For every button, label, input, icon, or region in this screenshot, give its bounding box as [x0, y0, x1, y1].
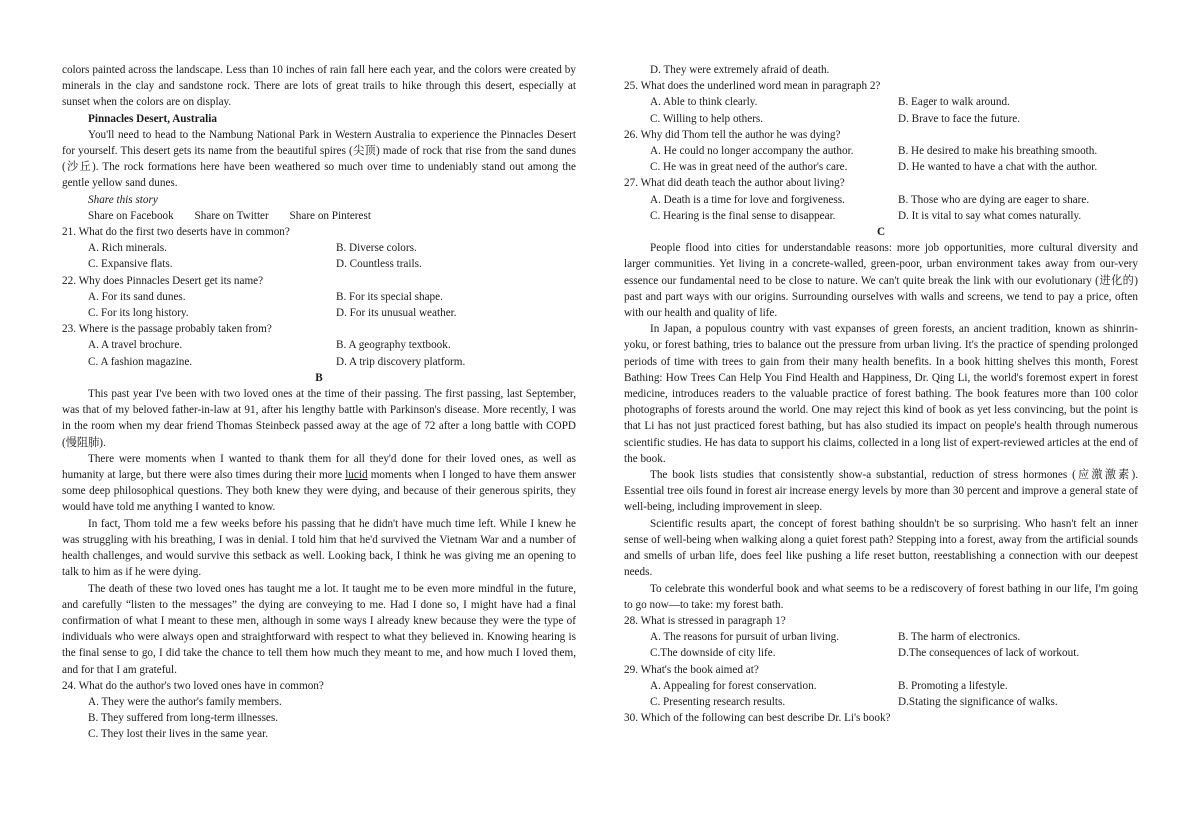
c-paragraph-4: Scientific results apart, the concept of forest bathing shouldn't be so surprising. Who hasn't felt an inner sense of well-being when walking along a quiet forest path? Stepping into a forest, away from the artificial sounds and smells of urban life, does feel like pushing a life reset button, reestablishing a connection with our deepest needs.	[624, 517, 1138, 579]
intro-continued-paragraph: colors painted across the landscape. Less than 10 inches of rain fall here each year, and the colors were created by minerals in the clay and sandstone rock. There are lots of great trails to hike through this desert, especially at sunset when the colors are on display.	[62, 64, 576, 109]
option-b[interactable]: B. He desired to make his breathing smooth.	[898, 145, 1098, 158]
section-c-heading: C	[876, 226, 886, 239]
b-paragraph-3: In fact, Thom told me a few weeks before his passing that he didn't have much time left. While I knew he was struggling with his breathing, I was in denial. I told him that he'd survived the Vietnam War and a number of health challenges, and would survive this setback as well. Looking back, I think he was giving me an opening to talk to him as if he were dying.	[62, 517, 576, 579]
option-d[interactable]: D.Stating the significance of walks.	[898, 695, 1058, 708]
b-paragraph-2	[62, 451, 576, 516]
option-c[interactable]: C. Hearing is the final sense to disappear.	[650, 209, 836, 222]
question-27-options	[650, 192, 1138, 224]
option-c[interactable]: C.The downside of city life.	[650, 647, 776, 660]
option-a[interactable]: A. Able to think clearly.	[650, 96, 758, 109]
question-25: 25. What does the underlined word mean in paragraph 2?	[624, 80, 881, 93]
option-d[interactable]: D. Countless trails.	[336, 258, 422, 271]
option-d[interactable]: D. It is vital to say what comes naturally.	[898, 209, 1082, 222]
left-column	[62, 62, 576, 743]
option-a[interactable]: A. Appealing for forest conservation.	[650, 679, 817, 692]
c-paragraph-2: In Japan, a populous country with vast expanses of green forests, an ancient tradition, known as shinrin-yoku, or forest bathing, tries to balance out the pressure from urban living. It's the practice of spending prolonged periods of time with trees to gain from their many health benefits. In a book hitting shelves this month, Forest Bathing: How Trees Can Help You Find Health and Happiness, Dr. Qing Li, the world's foremost expert in forest medicine, introduces readers to the valuable practice of forest bathing. The book features more than 100 color photographs of forests around the world. One may reject this kind of book as yet less convincing, but the point is that Li has not just practiced forest bathing, but has also studied its impact on people's health through numerous scientific studies. He has data to support his claims, collected in a long list of expert-reviewed articles at the end of the book.	[624, 323, 1138, 465]
underlined-word: lucid	[345, 469, 368, 482]
question-22: 22. Why does Pinnacles Desert get its name?	[62, 274, 264, 287]
option-a[interactable]: A. They were the author's family members.	[88, 695, 282, 708]
option-d[interactable]: D. He wanted to have a chat with the author.	[898, 161, 1098, 174]
share-pinterest-link[interactable]: Share on Pinterest	[289, 209, 371, 222]
question-28-options	[650, 629, 1138, 661]
question-23: 23. Where is the passage probably taken from?	[62, 323, 272, 336]
option-a[interactable]: A. Rich minerals.	[88, 242, 167, 255]
question-21: 21. What do the first two deserts have in common?	[62, 226, 290, 239]
pinnacles-paragraph: You'll need to head to the Nambung National Park in Western Australia to experience the Pinnacles Desert for yourself. This desert gets its name from the beautiful spires (尖顶) made of rock that rise from the sand dunes (沙丘). The rock formations here have been weathered so much over time to undeniably stand out among the gentle yellow sand dunes.	[62, 128, 576, 190]
c-paragraph-1: People flood into cities for understandable reasons: more job opportunities, more cultural diversity and larger communities. Yet living in a concrete-walled, green-poor, urban environment takes away from our-very essence our fundamental need to be close to nature. We can't quite break the link with our evolutionary (进化的) past and part ways with our origins. Surrounding ourselves with walls and screens, we tend to pay a price, often with our health and quality of life.	[624, 242, 1138, 320]
share-links	[88, 208, 576, 224]
option-d[interactable]: D.The consequences of lack of workout.	[898, 647, 1080, 660]
option-a[interactable]: A. Death is a time for love and forgiveness.	[650, 193, 845, 206]
option-c[interactable]: C. Presenting research results.	[650, 695, 786, 708]
question-29: 29. What's the book aimed at?	[624, 663, 759, 676]
question-25-options	[650, 94, 1138, 126]
option-b[interactable]: B. For its special shape.	[336, 290, 443, 303]
option-a[interactable]: A. A travel brochure.	[88, 339, 183, 352]
question-27: 27. What did death teach the author about living?	[624, 177, 845, 190]
option-b[interactable]: B. Diverse colors.	[336, 242, 417, 255]
share-facebook-link[interactable]: Share on Facebook	[88, 209, 174, 222]
pinnacles-heading: Pinnacles Desert, Australia	[88, 112, 217, 125]
question-26-options	[650, 143, 1138, 175]
share-title: Share this story	[88, 193, 158, 206]
option-c[interactable]: C. For its long history.	[88, 307, 189, 320]
question-21-options	[88, 240, 576, 272]
option-d[interactable]: D. A trip discovery platform.	[336, 355, 466, 368]
question-26: 26. Why did Thom tell the author he was dying?	[624, 128, 841, 141]
share-twitter-link[interactable]: Share on Twitter	[194, 209, 269, 222]
question-23-options	[88, 337, 576, 369]
b-paragraph-2-start: There were moments when I wanted to thank them for all they'd done for their loved ones, as well as humanity at large, but there were also times during their more	[62, 452, 576, 482]
option-a[interactable]: A. He could no longer accompany the author.	[650, 145, 854, 158]
option-a[interactable]: A. For its sand dunes.	[88, 290, 186, 303]
section-b-heading: B	[315, 371, 323, 384]
option-b[interactable]: B. A geography textbook.	[336, 339, 451, 352]
question-22-options	[88, 289, 576, 321]
option-b[interactable]: B. They suffered from long-term illnesses.	[88, 712, 279, 725]
right-column	[624, 62, 1138, 726]
option-c[interactable]: C. Expansive flats.	[88, 258, 173, 271]
b-paragraph-1: This past year I've been with two loved ones at the time of their passing. The first passing, last September, was that of my beloved father-in-law at 91, after his lengthy battle with Parkinson's disease. More recently, I was in the room when my dear friend Thomas Steinbeck passed away at the age of 72 after a long battle with COPD (慢阻肺).	[62, 388, 576, 449]
option-a[interactable]: A. The reasons for pursuit of urban living.	[650, 631, 840, 644]
option-c[interactable]: C. They lost their lives in the same year.	[88, 728, 268, 741]
option-c[interactable]: C. A fashion magazine.	[88, 355, 193, 368]
option-b[interactable]: B. Eager to walk around.	[898, 96, 1010, 109]
question-30: 30. Which of the following can best describe Dr. Li's book?	[624, 712, 891, 725]
option-b[interactable]: B. Those who are dying are eager to share.	[898, 193, 1090, 206]
option-c[interactable]: C. Willing to help others.	[650, 112, 764, 125]
option-d[interactable]: D. For its unusual weather.	[336, 307, 457, 320]
question-24: 24. What do the author's two loved ones have in common?	[62, 679, 324, 692]
option-c[interactable]: C. He was in great need of the author's care.	[650, 161, 848, 174]
option-d[interactable]: D. They were extremely afraid of death.	[650, 64, 830, 76]
c-paragraph-5: To celebrate this wonderful book and what seems to be a rediscovery of forest bathing in our life, I'm going to go now—to take: my forest bath.	[624, 582, 1138, 611]
b-paragraph-2-end: moments when I longed to have them answer some deep philosophical questions. They both knew they were dying, and because of their generous spirits, they would have told me anything I wanted to know.	[62, 469, 576, 514]
question-29-options	[650, 678, 1138, 710]
c-paragraph-3: The book lists studies that consistently show-a substantial, reduction of stress hormones (应激激素). Essential tree oils found in forest air increase energy levels by more than 30 percent and improve a general state of well-being, including improvement in sleep.	[624, 469, 1138, 514]
option-b[interactable]: B. The harm of electronics.	[898, 631, 1021, 644]
question-28: 28. What is stressed in paragraph 1?	[624, 614, 786, 627]
b-paragraph-4: The death of these two loved ones has taught me a lot. It taught me to be even more mindful in the future, and carefully “listen to the messages” the dying are conveying to me. Had I done so, I might have had a final confirmation of what I meant to these men, although in some ways I already knew because they were the type of individuals who were always open and straightforward with respect to what they believed in. Knowing hearing is the final sense to go, I did take the chance to tell them how much they meant to me, and how much I loved them, and for that I am grateful.	[62, 582, 576, 676]
option-b[interactable]: B. Promoting a lifestyle.	[898, 679, 1008, 692]
option-d[interactable]: D. Brave to face the future.	[898, 112, 1021, 125]
